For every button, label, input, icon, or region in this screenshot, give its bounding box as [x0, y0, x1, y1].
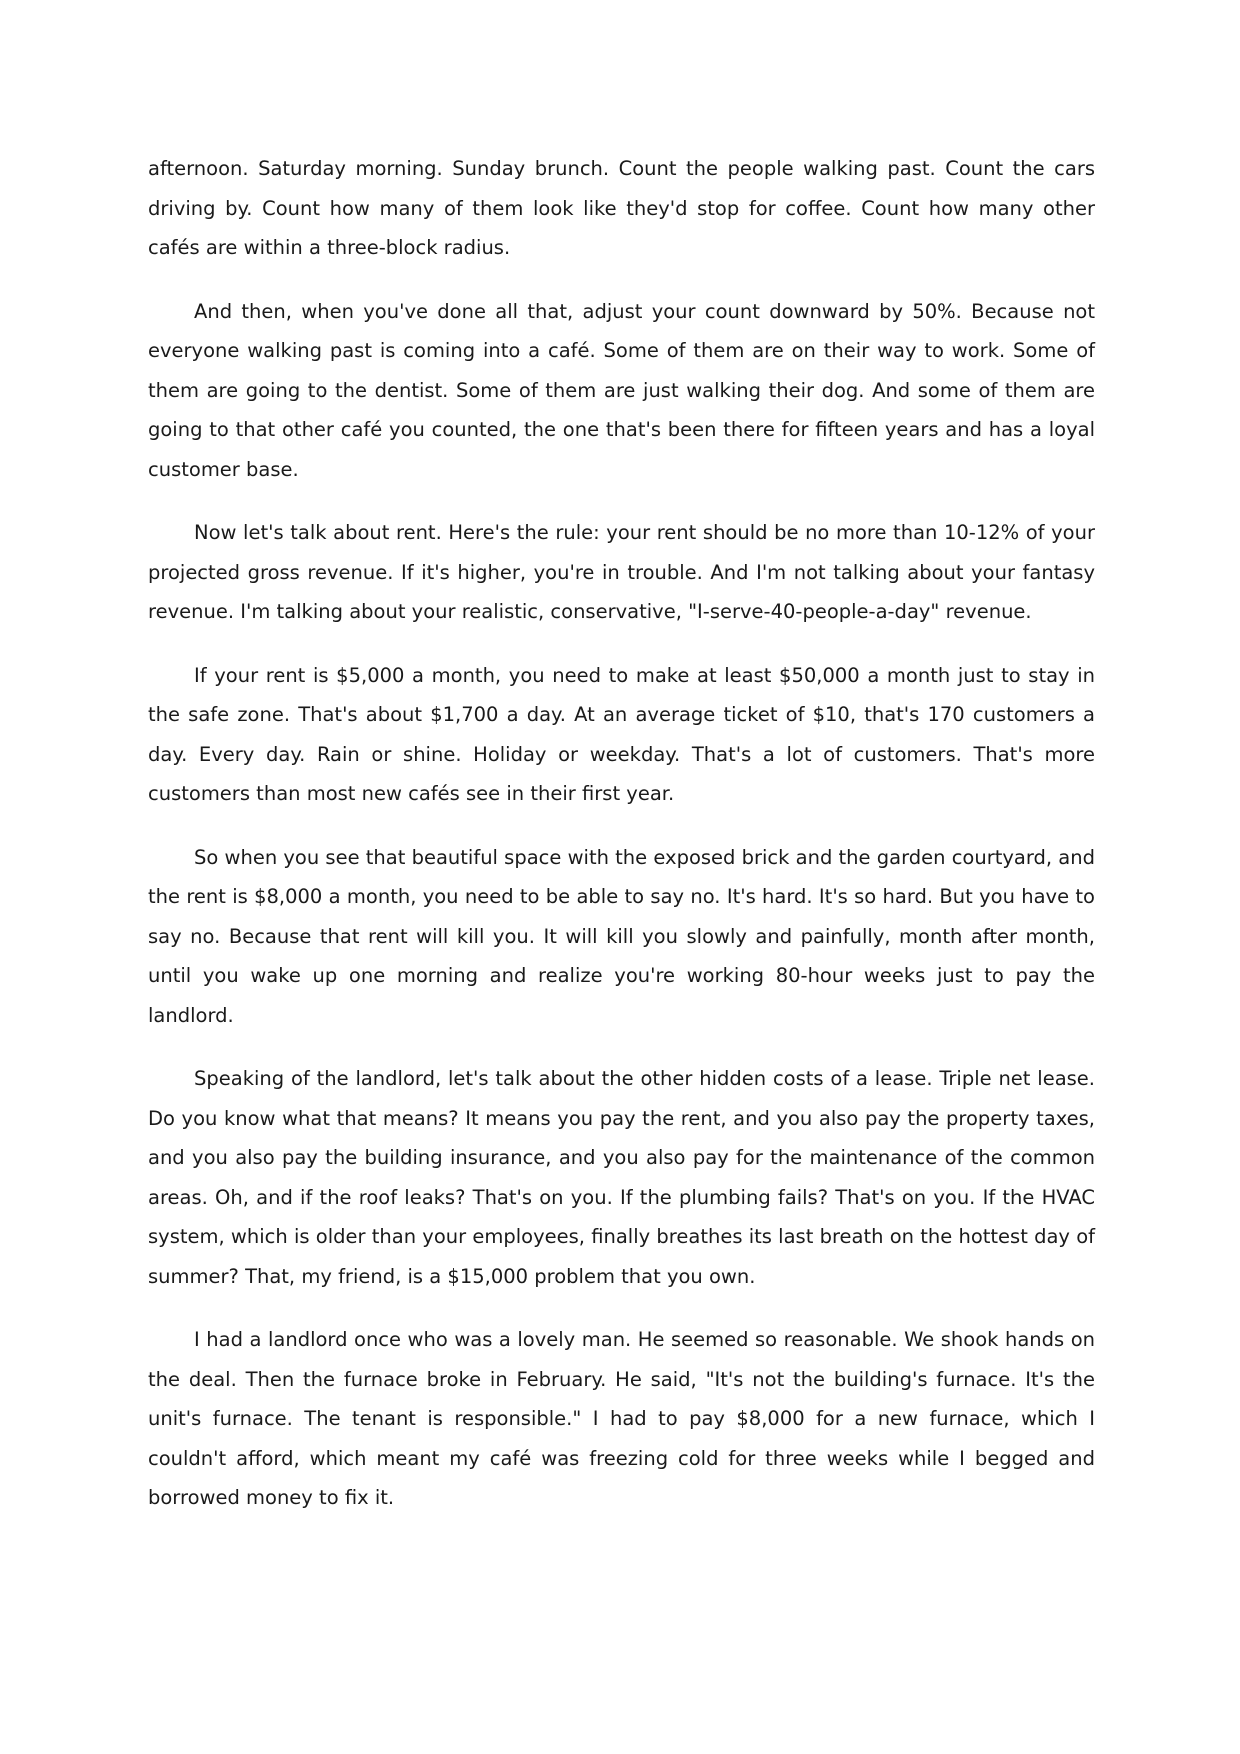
paragraph-4: If your rent is $5,000 a month, you need to make at least $50,000 a month just to stay in the safe zone. That's about $1,700 a day. At an average ticket of $10, that's 170 customers a day. Every day. Rain or shine. Holiday or weekday. That's a lot of customers. That's more customers than most new cafés see in their first year.: [148, 663, 1095, 805]
paragraph-5: So when you see that beautiful space with the exposed brick and the garden courtyard, and the rent is $8,000 a month, you need to be able to say no. It's hard. It's so hard. But you have to say no. Because that rent will kill you. It will kill you slowly and painfully, month after month, until you wake up one morning and realize you're working 80-hour weeks just to pay the landlord.: [148, 845, 1095, 1027]
paragraph-2: And then, when you've done all that, adjust your count downward by 50%. Because not everyone walking past is coming into a café. Some of them are on their way to work. Some of them are going to the dentist. Some of them are just walking their dog. And some of them are going to that other café you counted, the one that's been there for fifteen years and has a loyal customer base.: [148, 299, 1095, 481]
document-page: [148, 149, 1095, 1542]
paragraph-6: Speaking of the landlord, let's talk about the other hidden costs of a lease. Triple net lease. Do you know what that means? It means you pay the rent, and you also pay the property taxes, and you also pay the building insurance, and you also pay for the maintenance of the common areas. Oh, and if the roof leaks? That's on you. If the plumbing fails? That's on you. If the HVAC system, which is older than your employees, finally breathes its last breath on the hottest day of summer? That, my friend, is a $15,000 problem that you own.: [148, 1067, 1095, 1288]
paragraph-1: afternoon. Saturday morning. Sunday brunch. Count the people walking past. Count the cars driving by. Count how many of them look like they'd stop for coffee. Count how many other cafés are within a three-block radius.: [148, 157, 1095, 259]
paragraph-3: Now let's talk about rent. Here's the rule: your rent should be no more than 10-12% of your projected gross revenue. If it's higher, you're in trouble. And I'm not talking about your fantasy revenue. I'm talking about your realistic, conservative, "I-serve-40-people-a-day" revenue.: [148, 521, 1095, 623]
paragraph-7: I had a landlord once who was a lovely man. He seemed so reasonable. We shook hands on the deal. Then the furnace broke in February. He said, "It's not the building's furnace. It's the unit's furnace. The tenant is responsible." I had to pay $8,000 for a new furnace, which I couldn't afford, which meant my café was freezing cold for three weeks while I begged and borrowed money to fix it.: [148, 1328, 1095, 1509]
